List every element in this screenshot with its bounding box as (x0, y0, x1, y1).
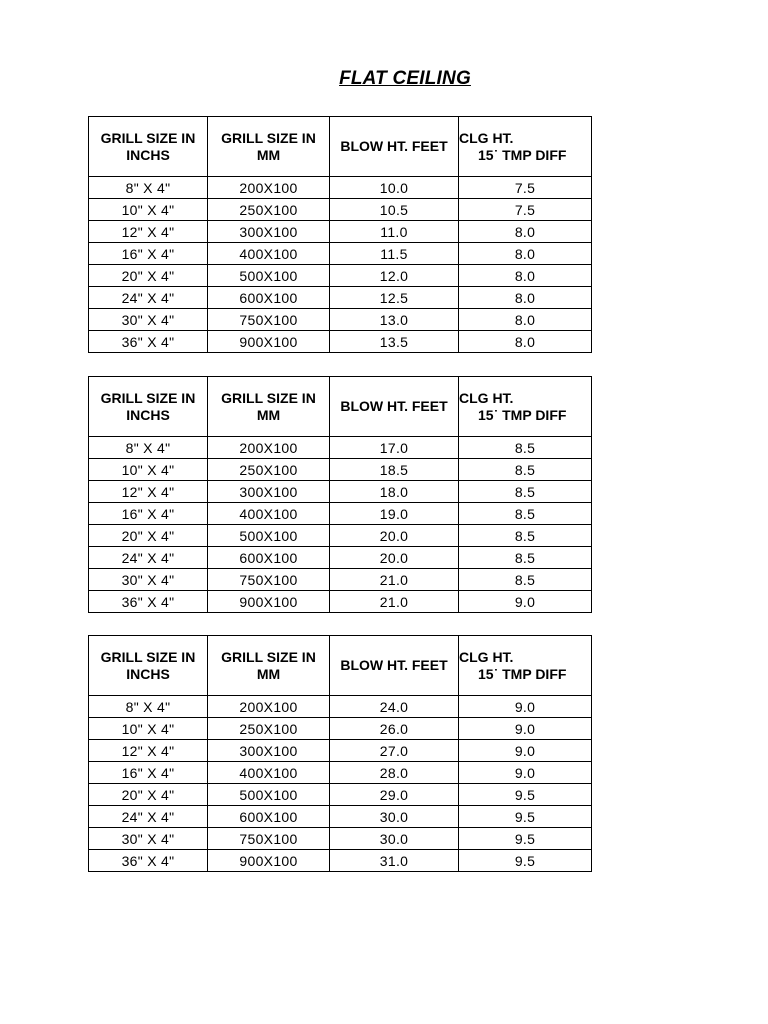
cell-grill-inches: 24" X 4" (89, 547, 208, 569)
cell-grill-inches: 30" X 4" (89, 828, 208, 850)
cell-grill-mm: 400X100 (208, 503, 330, 525)
header-blow-height: BLOW HT. FEET (330, 377, 459, 437)
table-row (89, 221, 592, 243)
cell-blow-height: 30.0 (330, 806, 459, 828)
cell-grill-mm: 600X100 (208, 547, 330, 569)
cell-grill-inches: 10" X 4" (89, 459, 208, 481)
header-grill-size-mm (208, 377, 330, 437)
cell-ceiling-height: 7.5 (459, 177, 592, 199)
cell-grill-mm: 250X100 (208, 718, 330, 740)
header-row (89, 117, 592, 177)
cell-grill-inches: 12" X 4" (89, 481, 208, 503)
header-line: GRILL SIZE IN (100, 389, 196, 406)
header-grill-size-inches (89, 377, 208, 437)
cell-blow-height: 26.0 (330, 718, 459, 740)
cell-ceiling-height: 8.5 (459, 437, 592, 459)
table-row (89, 287, 592, 309)
header-line: 15˙ TMP DIFF (478, 406, 567, 423)
header-line: INCHS (126, 665, 170, 682)
cell-ceiling-height: 9.5 (459, 828, 592, 850)
cell-grill-inches: 20" X 4" (89, 525, 208, 547)
header-line: MM (256, 406, 281, 423)
cell-grill-inches: 12" X 4" (89, 221, 208, 243)
table-row (89, 547, 592, 569)
header-grill-size-mm (208, 636, 330, 696)
cell-blow-height: 12.5 (330, 287, 459, 309)
table-row (89, 569, 592, 591)
cell-blow-height: 27.0 (330, 740, 459, 762)
cell-ceiling-height: 9.0 (459, 762, 592, 784)
cell-grill-inches: 24" X 4" (89, 287, 208, 309)
cell-ceiling-height: 7.5 (459, 199, 592, 221)
cell-grill-inches: 16" X 4" (89, 503, 208, 525)
table-row (89, 718, 592, 740)
cell-grill-mm: 750X100 (208, 828, 330, 850)
cell-grill-mm: 400X100 (208, 243, 330, 265)
cell-blow-height: 11.5 (330, 243, 459, 265)
cell-grill-mm: 200X100 (208, 177, 330, 199)
cell-ceiling-height: 8.5 (459, 503, 592, 525)
cell-grill-inches: 16" X 4" (89, 762, 208, 784)
cell-grill-mm: 600X100 (208, 287, 330, 309)
cell-blow-height: 10.0 (330, 177, 459, 199)
header-blow-height: BLOW HT. FEET (330, 636, 459, 696)
header-line: MM (256, 146, 281, 163)
table-row (89, 459, 592, 481)
cell-grill-inches: 12" X 4" (89, 740, 208, 762)
cell-ceiling-height: 9.5 (459, 806, 592, 828)
cell-ceiling-height: 9.0 (459, 740, 592, 762)
cell-grill-inches: 8" X 4" (89, 696, 208, 718)
header-ceiling-height (459, 117, 592, 177)
table-row (89, 828, 592, 850)
cell-ceiling-height: 8.5 (459, 525, 592, 547)
cell-grill-mm: 900X100 (208, 850, 330, 872)
cell-grill-mm: 900X100 (208, 331, 330, 353)
cell-grill-inches: 36" X 4" (89, 850, 208, 872)
cell-ceiling-height: 8.5 (459, 459, 592, 481)
cell-grill-mm: 600X100 (208, 806, 330, 828)
cell-grill-mm: 750X100 (208, 569, 330, 591)
cell-blow-height: 10.5 (330, 199, 459, 221)
table-row (89, 503, 592, 525)
table-row (89, 806, 592, 828)
cell-ceiling-height: 8.5 (459, 481, 592, 503)
cell-grill-mm: 200X100 (208, 696, 330, 718)
cell-ceiling-height: 9.0 (459, 696, 592, 718)
table-row (89, 243, 592, 265)
cell-blow-height: 18.5 (330, 459, 459, 481)
cell-grill-inches: 10" X 4" (89, 199, 208, 221)
header-line: GRILL SIZE IN (221, 648, 316, 665)
cell-grill-mm: 300X100 (208, 740, 330, 762)
header-ceiling-height (459, 377, 592, 437)
header-line: CLG HT. (459, 389, 514, 406)
cell-blow-height: 24.0 (330, 696, 459, 718)
cell-ceiling-height: 9.0 (459, 591, 592, 613)
header-line: INCHS (126, 406, 170, 423)
cell-grill-inches: 20" X 4" (89, 265, 208, 287)
cell-ceiling-height: 8.0 (459, 331, 592, 353)
cell-grill-mm: 500X100 (208, 525, 330, 547)
cell-blow-height: 19.0 (330, 503, 459, 525)
cell-blow-height: 21.0 (330, 591, 459, 613)
table-row (89, 740, 592, 762)
blow-height-table-2 (88, 376, 592, 613)
header-line: INCHS (126, 146, 170, 163)
header-line: GRILL SIZE IN (221, 389, 316, 406)
page-title: FLAT CEILING (339, 68, 471, 89)
cell-blow-height: 21.0 (330, 569, 459, 591)
cell-grill-inches: 8" X 4" (89, 437, 208, 459)
cell-ceiling-height: 8.5 (459, 569, 592, 591)
cell-grill-mm: 250X100 (208, 459, 330, 481)
table-row (89, 784, 592, 806)
header-line: 15˙ TMP DIFF (478, 146, 567, 163)
cell-grill-inches: 24" X 4" (89, 806, 208, 828)
cell-grill-inches: 8" X 4" (89, 177, 208, 199)
header-grill-size-inches (89, 117, 208, 177)
blow-height-table-3 (88, 635, 592, 872)
cell-blow-height: 31.0 (330, 850, 459, 872)
blow-height-table-1 (88, 116, 592, 353)
header-line: CLG HT. (459, 129, 514, 146)
cell-grill-mm: 400X100 (208, 762, 330, 784)
cell-ceiling-height: 8.0 (459, 265, 592, 287)
header-line: GRILL SIZE IN (100, 648, 196, 665)
cell-grill-inches: 20" X 4" (89, 784, 208, 806)
cell-grill-inches: 36" X 4" (89, 591, 208, 613)
cell-blow-height: 12.0 (330, 265, 459, 287)
table-row (89, 437, 592, 459)
table-row (89, 762, 592, 784)
cell-blow-height: 13.5 (330, 331, 459, 353)
cell-grill-inches: 36" X 4" (89, 331, 208, 353)
cell-ceiling-height: 8.0 (459, 221, 592, 243)
cell-ceiling-height: 9.5 (459, 850, 592, 872)
cell-blow-height: 28.0 (330, 762, 459, 784)
cell-blow-height: 11.0 (330, 221, 459, 243)
table-row (89, 696, 592, 718)
cell-grill-mm: 500X100 (208, 265, 330, 287)
cell-blow-height: 13.0 (330, 309, 459, 331)
header-row (89, 377, 592, 437)
cell-ceiling-height: 8.0 (459, 309, 592, 331)
header-line: 15˙ TMP DIFF (478, 665, 567, 682)
cell-grill-mm: 500X100 (208, 784, 330, 806)
header-blow-height: BLOW HT. FEET (330, 117, 459, 177)
cell-grill-mm: 300X100 (208, 481, 330, 503)
table-row (89, 309, 592, 331)
table-row (89, 591, 592, 613)
table-row (89, 525, 592, 547)
header-line: GRILL SIZE IN (221, 129, 316, 146)
cell-ceiling-height: 8.0 (459, 243, 592, 265)
cell-grill-mm: 750X100 (208, 309, 330, 331)
cell-ceiling-height: 8.0 (459, 287, 592, 309)
table-row (89, 177, 592, 199)
cell-blow-height: 29.0 (330, 784, 459, 806)
cell-grill-inches: 30" X 4" (89, 569, 208, 591)
table-row (89, 199, 592, 221)
cell-grill-inches: 30" X 4" (89, 309, 208, 331)
cell-ceiling-height: 9.5 (459, 784, 592, 806)
cell-ceiling-height: 9.0 (459, 718, 592, 740)
cell-grill-inches: 16" X 4" (89, 243, 208, 265)
cell-grill-inches: 10" X 4" (89, 718, 208, 740)
header-grill-size-inches (89, 636, 208, 696)
cell-grill-mm: 300X100 (208, 221, 330, 243)
cell-ceiling-height: 8.5 (459, 547, 592, 569)
cell-blow-height: 20.0 (330, 525, 459, 547)
cell-blow-height: 20.0 (330, 547, 459, 569)
header-row (89, 636, 592, 696)
table-row (89, 265, 592, 287)
cell-blow-height: 30.0 (330, 828, 459, 850)
table-row (89, 850, 592, 872)
table-row (89, 331, 592, 353)
header-line: CLG HT. (459, 648, 514, 665)
cell-blow-height: 18.0 (330, 481, 459, 503)
header-ceiling-height (459, 636, 592, 696)
table-row (89, 481, 592, 503)
cell-grill-mm: 900X100 (208, 591, 330, 613)
cell-blow-height: 17.0 (330, 437, 459, 459)
cell-grill-mm: 200X100 (208, 437, 330, 459)
header-line: MM (256, 665, 281, 682)
header-grill-size-mm (208, 117, 330, 177)
cell-grill-mm: 250X100 (208, 199, 330, 221)
header-line: GRILL SIZE IN (100, 129, 196, 146)
